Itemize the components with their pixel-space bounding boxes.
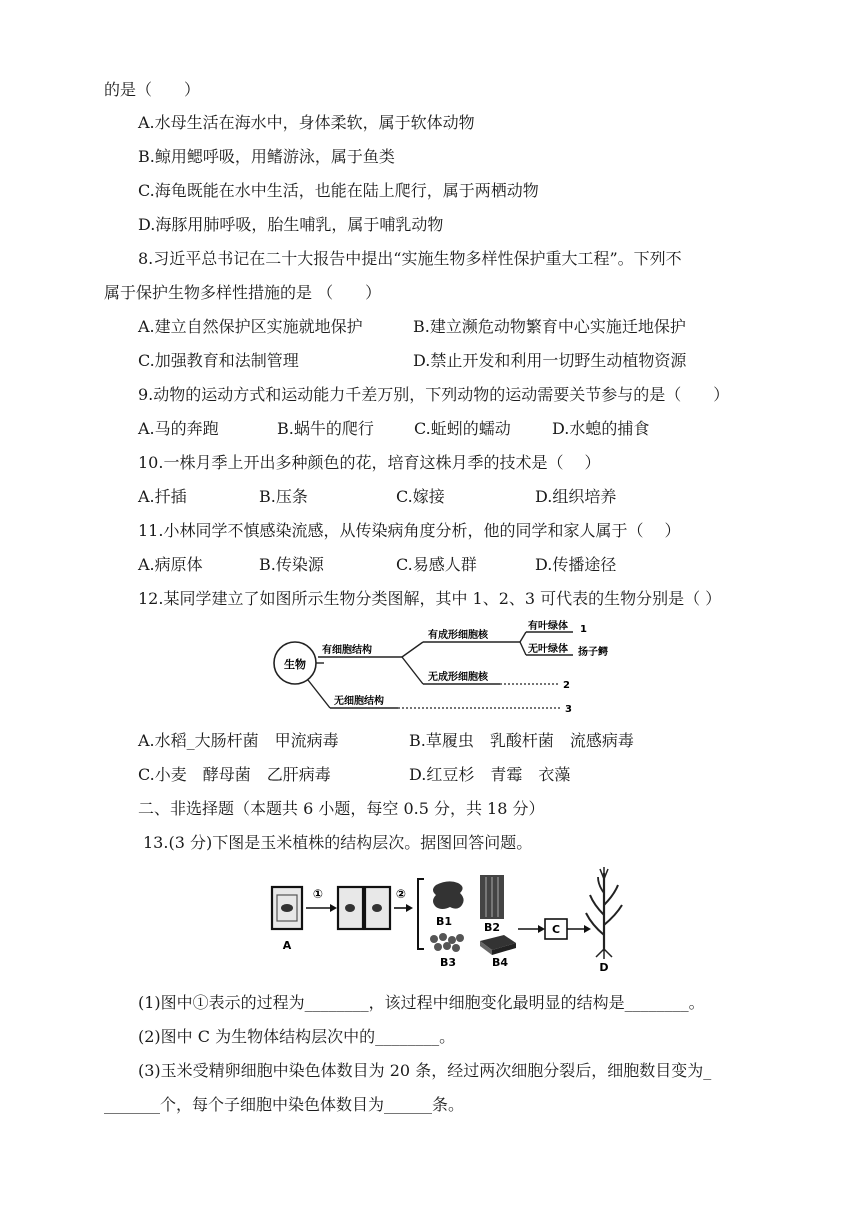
section-2-heading: 二、非选择题（本题共 6 小题，每空 0.5 分，共 18 分） xyxy=(138,799,545,818)
q12-option-d: D.红豆杉 青霉 衣藻 xyxy=(409,765,571,784)
label-c: C xyxy=(551,923,561,936)
fern-label: 扬子鳄 xyxy=(578,647,608,658)
no-cell-label: 无细胞结构 xyxy=(334,696,384,707)
q11-option-a: A.病原体 xyxy=(138,555,203,574)
number-1: 1 xyxy=(580,624,587,635)
label-b2: B2 xyxy=(483,921,501,934)
number-3: 3 xyxy=(565,704,572,715)
q9-option-b: B.蜗牛的爬行 xyxy=(277,419,374,438)
step-2-label: ② xyxy=(395,887,407,901)
q13-stem: 13.(3 分)下图是玉米植株的结构层次。据图回答问题。 xyxy=(143,833,533,852)
q7-option-b: B.鲸用鳃呼吸，用鳍游泳，属于鱼类 xyxy=(138,147,395,166)
q10-stem: 10.一株月季上开出多种颜色的花，培育这株月季的技术是（ ） xyxy=(138,453,601,472)
step-1-label: ① xyxy=(312,887,324,901)
q12-option-b: B.草履虫 乳酸杆菌 流感病毒 xyxy=(409,731,634,750)
corn-structure-diagram xyxy=(268,865,628,975)
q7-option-a: A.水母生活在海水中，身体柔软，属于软体动物 xyxy=(138,113,475,132)
q8-option-a: A.建立自然保护区实施就地保护 xyxy=(138,317,363,336)
q13-part-1: (1)图中①表示的过程为________，该过程中细胞变化最明显的结构是________。 xyxy=(138,993,705,1012)
q8-option-d: D.禁止开发和利用一切野生动植物资源 xyxy=(413,351,687,370)
q8-option-c: C.加强教育和法制管理 xyxy=(138,351,299,370)
chloroplast-label: 有叶绿体 xyxy=(528,621,568,632)
q8-option-b: B.建立濒危动物繁育中心实施迁地保护 xyxy=(413,317,686,336)
q9-option-a: A.马的奔跑 xyxy=(138,419,219,438)
tissue-b3 xyxy=(430,933,464,952)
number-2: 2 xyxy=(563,680,570,691)
q9-option-d: D.水螅的捕食 xyxy=(552,419,650,438)
q9-option-c: C.蚯蚓的蠕动 xyxy=(414,419,511,438)
corn-plant xyxy=(586,867,622,959)
q11-option-c: C.易感人群 xyxy=(396,555,477,574)
q9-stem: 9.动物的运动方式和运动能力千差万别，下列动物的运动需要关节参与的是（ ） xyxy=(138,385,730,404)
tissue-b1 xyxy=(433,881,464,909)
has-cell-label: 有细胞结构 xyxy=(322,645,372,656)
q8-stem: 8.习近平总书记在二十大报告中提出“实施生物多样性保护重大工程”。下列不 xyxy=(138,249,682,268)
q10-option-b: B.压条 xyxy=(259,487,308,506)
q13-part-3-cont: _______个，每个子细胞中染色体数目为______条。 xyxy=(104,1095,465,1114)
has-nucleus-label: 有成形细胞核 xyxy=(428,630,488,641)
q10-option-a: A.扦插 xyxy=(138,487,187,506)
q12-stem: 12.某同学建立了如图所示生物分类图解，其中 1、2、3 可代表的生物分别是（ ） xyxy=(138,589,722,608)
label-b4: B4 xyxy=(491,956,509,969)
q12-option-c: C.小麦 酵母菌 乙肝病毒 xyxy=(138,765,331,784)
no-nucleus-label: 无成形细胞核 xyxy=(428,672,488,683)
root-label: 生物 xyxy=(284,658,306,671)
label-a: A xyxy=(282,939,292,952)
q8-stem-cont: 属于保护生物多样性措施的是 （ ） xyxy=(104,283,382,302)
q11-option-d: D.传播途径 xyxy=(535,555,617,574)
q13-part-2: (2)图中 C 为生物体结构层次中的________。 xyxy=(138,1027,456,1046)
label-b1: B1 xyxy=(435,915,453,928)
q11-stem: 11.小林同学不慎感染流感，从传染病角度分析，他的同学和家人属于（ ） xyxy=(138,521,681,540)
q7-stem-end: 的是（ ） xyxy=(104,80,201,99)
classification-diagram xyxy=(268,618,608,718)
q7-option-d: D.海豚用肺呼吸，胎生哺乳，属于哺乳动物 xyxy=(138,215,444,234)
no-chloroplast-label: 无叶绿体 xyxy=(528,644,568,655)
label-d: D xyxy=(599,961,609,974)
q10-option-c: C.嫁接 xyxy=(396,487,445,506)
q11-option-b: B.传染源 xyxy=(259,555,324,574)
label-b3: B3 xyxy=(439,956,457,969)
q12-option-a: A.水稻_大肠杆菌 甲流病毒 xyxy=(138,731,339,750)
q13-part-3: (3)玉米受精卵细胞中染色体数目为 20 条，经过两次细胞分裂后，细胞数目变为_ xyxy=(138,1061,712,1080)
q10-option-d: D.组织培养 xyxy=(535,487,617,506)
q7-option-c: C.海龟既能在水中生活，也能在陆上爬行，属于两栖动物 xyxy=(138,181,539,200)
